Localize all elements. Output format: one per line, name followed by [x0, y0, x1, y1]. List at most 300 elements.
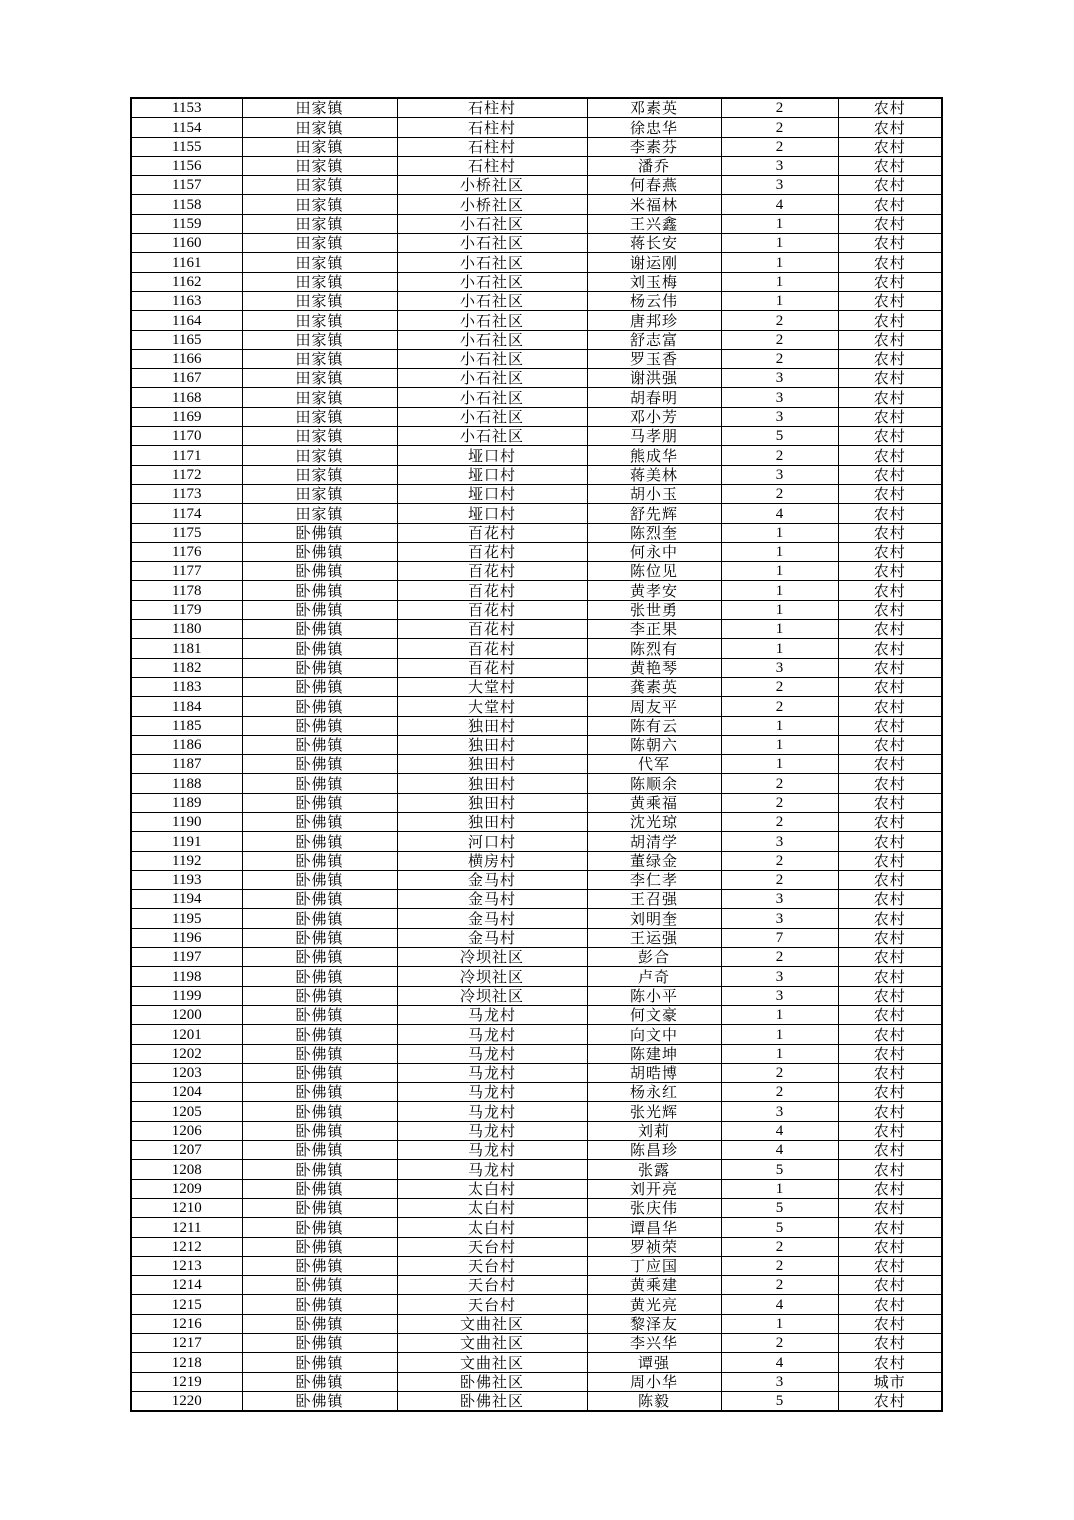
town-cell: 卧佛镇 — [242, 1083, 397, 1102]
household-size-cell: 2 — [721, 1237, 838, 1256]
serial-number-cell: 1192 — [131, 851, 242, 870]
village-cell: 小石社区 — [397, 311, 587, 330]
town-cell: 卧佛镇 — [242, 1314, 397, 1333]
village-cell: 太白村 — [397, 1179, 587, 1198]
table-row — [131, 504, 942, 523]
town-cell: 田家镇 — [242, 446, 397, 465]
serial-number-cell: 1182 — [131, 658, 242, 677]
table-row — [131, 639, 942, 658]
area-type-cell: 农村 — [838, 311, 942, 330]
area-type-cell: 农村 — [838, 755, 942, 774]
household-size-cell: 1 — [721, 234, 838, 253]
household-size-cell: 2 — [721, 677, 838, 696]
town-cell: 卧佛镇 — [242, 1005, 397, 1024]
town-cell: 卧佛镇 — [242, 1353, 397, 1372]
household-size-cell: 2 — [721, 870, 838, 889]
household-size-cell: 7 — [721, 928, 838, 947]
village-cell: 小石社区 — [397, 234, 587, 253]
town-cell: 卧佛镇 — [242, 1198, 397, 1217]
area-type-cell: 农村 — [838, 542, 942, 561]
village-cell: 文曲社区 — [397, 1334, 587, 1353]
town-cell: 卧佛镇 — [242, 1391, 397, 1411]
town-cell: 卧佛镇 — [242, 697, 397, 716]
household-size-cell: 1 — [721, 1314, 838, 1333]
serial-number-cell: 1213 — [131, 1256, 242, 1275]
table-row — [131, 677, 942, 696]
village-cell: 金马村 — [397, 890, 587, 909]
person-name-cell: 黄艳琴 — [587, 658, 721, 677]
table-row — [131, 1005, 942, 1024]
area-type-cell: 农村 — [838, 1198, 942, 1217]
serial-number-cell: 1167 — [131, 369, 242, 388]
area-type-cell: 农村 — [838, 1025, 942, 1044]
village-cell: 小石社区 — [397, 253, 587, 272]
area-type-cell: 农村 — [838, 581, 942, 600]
serial-number-cell: 1210 — [131, 1198, 242, 1217]
serial-number-cell: 1156 — [131, 156, 242, 175]
serial-number-cell: 1199 — [131, 986, 242, 1005]
household-size-cell: 3 — [721, 407, 838, 426]
table-row — [131, 1160, 942, 1179]
table-row — [131, 523, 942, 542]
serial-number-cell: 1154 — [131, 118, 242, 137]
household-size-cell: 1 — [721, 735, 838, 754]
person-name-cell: 李仁孝 — [587, 870, 721, 889]
serial-number-cell: 1176 — [131, 542, 242, 561]
person-name-cell: 陈顺余 — [587, 774, 721, 793]
town-cell: 卧佛镇 — [242, 948, 397, 967]
household-size-cell: 3 — [721, 388, 838, 407]
area-type-cell: 农村 — [838, 1391, 942, 1411]
table-row — [131, 1237, 942, 1256]
household-size-cell: 5 — [721, 1198, 838, 1217]
village-cell: 天台村 — [397, 1237, 587, 1256]
household-size-cell: 1 — [721, 620, 838, 639]
area-type-cell: 农村 — [838, 98, 942, 118]
village-cell: 小石社区 — [397, 369, 587, 388]
serial-number-cell: 1218 — [131, 1353, 242, 1372]
town-cell: 卧佛镇 — [242, 1179, 397, 1198]
area-type-cell: 农村 — [838, 697, 942, 716]
village-cell: 百花村 — [397, 523, 587, 542]
village-cell: 小桥社区 — [397, 195, 587, 214]
person-name-cell: 卢奇 — [587, 967, 721, 986]
household-size-cell: 5 — [721, 1391, 838, 1411]
area-type-cell: 农村 — [838, 349, 942, 368]
household-size-cell: 2 — [721, 1063, 838, 1082]
person-name-cell: 黄乘福 — [587, 793, 721, 812]
household-size-cell: 1 — [721, 214, 838, 233]
village-cell: 小石社区 — [397, 330, 587, 349]
village-cell: 石柱村 — [397, 156, 587, 175]
table-row — [131, 484, 942, 503]
serial-number-cell: 1168 — [131, 388, 242, 407]
serial-number-cell: 1169 — [131, 407, 242, 426]
town-cell: 田家镇 — [242, 137, 397, 156]
person-name-cell: 杨云伟 — [587, 291, 721, 310]
household-size-cell: 2 — [721, 330, 838, 349]
area-type-cell: 农村 — [838, 427, 942, 446]
town-cell: 卧佛镇 — [242, 523, 397, 542]
household-size-cell: 5 — [721, 427, 838, 446]
area-type-cell: 农村 — [838, 1218, 942, 1237]
area-type-cell: 农村 — [838, 1121, 942, 1140]
household-size-cell: 3 — [721, 1372, 838, 1391]
serial-number-cell: 1165 — [131, 330, 242, 349]
town-cell: 卧佛镇 — [242, 1256, 397, 1275]
serial-number-cell: 1166 — [131, 349, 242, 368]
area-type-cell: 农村 — [838, 234, 942, 253]
household-size-cell: 1 — [721, 291, 838, 310]
household-size-cell: 3 — [721, 176, 838, 195]
household-size-cell: 2 — [721, 118, 838, 137]
table-row — [131, 427, 942, 446]
village-cell: 马龙村 — [397, 1160, 587, 1179]
serial-number-cell: 1214 — [131, 1276, 242, 1295]
village-cell: 文曲社区 — [397, 1353, 587, 1372]
person-name-cell: 李素芬 — [587, 137, 721, 156]
table-row — [131, 948, 942, 967]
table-row — [131, 388, 942, 407]
town-cell: 卧佛镇 — [242, 793, 397, 812]
person-name-cell: 陈昌珍 — [587, 1141, 721, 1160]
village-cell: 太白村 — [397, 1198, 587, 1217]
records-table-body — [131, 98, 942, 1411]
serial-number-cell: 1181 — [131, 639, 242, 658]
area-type-cell: 农村 — [838, 793, 942, 812]
village-cell: 冷坝社区 — [397, 967, 587, 986]
area-type-cell: 农村 — [838, 407, 942, 426]
area-type-cell: 农村 — [838, 639, 942, 658]
person-name-cell: 罗玉香 — [587, 349, 721, 368]
town-cell: 卧佛镇 — [242, 1276, 397, 1295]
household-size-cell: 3 — [721, 832, 838, 851]
table-row — [131, 735, 942, 754]
area-type-cell: 农村 — [838, 446, 942, 465]
village-cell: 金马村 — [397, 870, 587, 889]
village-cell: 垭口村 — [397, 465, 587, 484]
serial-number-cell: 1159 — [131, 214, 242, 233]
serial-number-cell: 1216 — [131, 1314, 242, 1333]
person-name-cell: 米福林 — [587, 195, 721, 214]
town-cell: 田家镇 — [242, 484, 397, 503]
village-cell: 百花村 — [397, 658, 587, 677]
household-size-cell: 1 — [721, 1025, 838, 1044]
household-size-cell: 1 — [721, 1179, 838, 1198]
person-name-cell: 陈毅 — [587, 1391, 721, 1411]
village-cell: 文曲社区 — [397, 1314, 587, 1333]
table-row — [131, 291, 942, 310]
town-cell: 卧佛镇 — [242, 870, 397, 889]
table-row — [131, 1121, 942, 1140]
records-table — [130, 97, 943, 1412]
serial-number-cell: 1202 — [131, 1044, 242, 1063]
town-cell: 田家镇 — [242, 291, 397, 310]
household-size-cell: 2 — [721, 446, 838, 465]
table-row — [131, 986, 942, 1005]
area-type-cell: 农村 — [838, 658, 942, 677]
area-type-cell: 农村 — [838, 1334, 942, 1353]
table-row — [131, 176, 942, 195]
area-type-cell: 农村 — [838, 1295, 942, 1314]
table-row — [131, 774, 942, 793]
area-type-cell: 农村 — [838, 484, 942, 503]
table-row — [131, 716, 942, 735]
person-name-cell: 黄光亮 — [587, 1295, 721, 1314]
serial-number-cell: 1196 — [131, 928, 242, 947]
household-size-cell: 2 — [721, 851, 838, 870]
serial-number-cell: 1158 — [131, 195, 242, 214]
table-row — [131, 928, 942, 947]
household-size-cell: 3 — [721, 909, 838, 928]
serial-number-cell: 1171 — [131, 446, 242, 465]
serial-number-cell: 1183 — [131, 677, 242, 696]
village-cell: 马龙村 — [397, 1005, 587, 1024]
area-type-cell: 农村 — [838, 504, 942, 523]
person-name-cell: 唐邦珍 — [587, 311, 721, 330]
serial-number-cell: 1170 — [131, 427, 242, 446]
person-name-cell: 马孝朋 — [587, 427, 721, 446]
area-type-cell: 农村 — [838, 253, 942, 272]
household-size-cell: 1 — [721, 581, 838, 600]
table-row — [131, 465, 942, 484]
serial-number-cell: 1177 — [131, 562, 242, 581]
table-row — [131, 890, 942, 909]
area-type-cell: 农村 — [838, 870, 942, 889]
area-type-cell: 农村 — [838, 272, 942, 291]
town-cell: 卧佛镇 — [242, 1025, 397, 1044]
village-cell: 独田村 — [397, 735, 587, 754]
area-type-cell: 农村 — [838, 812, 942, 831]
table-row — [131, 812, 942, 831]
town-cell: 卧佛镇 — [242, 1044, 397, 1063]
household-size-cell: 2 — [721, 1083, 838, 1102]
village-cell: 石柱村 — [397, 98, 587, 118]
town-cell: 卧佛镇 — [242, 716, 397, 735]
town-cell: 田家镇 — [242, 214, 397, 233]
table-row — [131, 1083, 942, 1102]
area-type-cell: 农村 — [838, 291, 942, 310]
household-size-cell: 2 — [721, 349, 838, 368]
village-cell: 垭口村 — [397, 484, 587, 503]
table-row — [131, 1025, 942, 1044]
household-size-cell: 1 — [721, 253, 838, 272]
town-cell: 卧佛镇 — [242, 890, 397, 909]
household-size-cell: 4 — [721, 504, 838, 523]
serial-number-cell: 1200 — [131, 1005, 242, 1024]
table-row — [131, 98, 942, 118]
area-type-cell: 农村 — [838, 214, 942, 233]
household-size-cell: 2 — [721, 948, 838, 967]
person-name-cell: 刘玉梅 — [587, 272, 721, 291]
town-cell: 卧佛镇 — [242, 1218, 397, 1237]
area-type-cell: 农村 — [838, 1044, 942, 1063]
table-row — [131, 1218, 942, 1237]
person-name-cell: 黄乘建 — [587, 1276, 721, 1295]
table-row — [131, 311, 942, 330]
town-cell: 田家镇 — [242, 369, 397, 388]
town-cell: 田家镇 — [242, 176, 397, 195]
area-type-cell: 农村 — [838, 1063, 942, 1082]
village-cell: 冷坝社区 — [397, 986, 587, 1005]
table-row — [131, 581, 942, 600]
village-cell: 垭口村 — [397, 446, 587, 465]
serial-number-cell: 1217 — [131, 1334, 242, 1353]
person-name-cell: 代军 — [587, 755, 721, 774]
area-type-cell: 农村 — [838, 1256, 942, 1275]
town-cell: 田家镇 — [242, 98, 397, 118]
area-type-cell: 农村 — [838, 967, 942, 986]
household-size-cell: 2 — [721, 697, 838, 716]
village-cell: 天台村 — [397, 1276, 587, 1295]
village-cell: 独田村 — [397, 812, 587, 831]
person-name-cell: 周小华 — [587, 1372, 721, 1391]
table-row — [131, 851, 942, 870]
person-name-cell: 周友平 — [587, 697, 721, 716]
town-cell: 卧佛镇 — [242, 658, 397, 677]
table-row — [131, 1334, 942, 1353]
town-cell: 卧佛镇 — [242, 581, 397, 600]
person-name-cell: 杨永红 — [587, 1083, 721, 1102]
serial-number-cell: 1187 — [131, 755, 242, 774]
town-cell: 田家镇 — [242, 349, 397, 368]
household-size-cell: 1 — [721, 1044, 838, 1063]
serial-number-cell: 1198 — [131, 967, 242, 986]
table-row — [131, 1276, 942, 1295]
table-row — [131, 1391, 942, 1411]
household-size-cell: 3 — [721, 156, 838, 175]
household-size-cell: 2 — [721, 812, 838, 831]
table-row — [131, 1372, 942, 1391]
village-cell: 马龙村 — [397, 1025, 587, 1044]
serial-number-cell: 1215 — [131, 1295, 242, 1314]
village-cell: 小石社区 — [397, 388, 587, 407]
table-row — [131, 542, 942, 561]
area-type-cell: 农村 — [838, 948, 942, 967]
town-cell: 卧佛镇 — [242, 1160, 397, 1179]
person-name-cell: 刘开亮 — [587, 1179, 721, 1198]
town-cell: 田家镇 — [242, 118, 397, 137]
town-cell: 卧佛镇 — [242, 677, 397, 696]
serial-number-cell: 1186 — [131, 735, 242, 754]
person-name-cell: 胡小玉 — [587, 484, 721, 503]
serial-number-cell: 1174 — [131, 504, 242, 523]
person-name-cell: 胡晧博 — [587, 1063, 721, 1082]
household-size-cell: 2 — [721, 774, 838, 793]
serial-number-cell: 1180 — [131, 620, 242, 639]
town-cell: 卧佛镇 — [242, 1334, 397, 1353]
table-row — [131, 253, 942, 272]
village-cell: 小石社区 — [397, 427, 587, 446]
person-name-cell: 黄孝安 — [587, 581, 721, 600]
area-type-cell: 农村 — [838, 1102, 942, 1121]
person-name-cell: 王运强 — [587, 928, 721, 947]
area-type-cell: 农村 — [838, 1179, 942, 1198]
serial-number-cell: 1193 — [131, 870, 242, 889]
household-size-cell: 2 — [721, 1334, 838, 1353]
person-name-cell: 陈小平 — [587, 986, 721, 1005]
serial-number-cell: 1194 — [131, 890, 242, 909]
person-name-cell: 龚素英 — [587, 677, 721, 696]
town-cell: 卧佛镇 — [242, 1063, 397, 1082]
area-type-cell: 农村 — [838, 1141, 942, 1160]
town-cell: 卧佛镇 — [242, 832, 397, 851]
person-name-cell: 徐忠华 — [587, 118, 721, 137]
serial-number-cell: 1173 — [131, 484, 242, 503]
village-cell: 石柱村 — [397, 137, 587, 156]
household-size-cell: 2 — [721, 1256, 838, 1275]
household-size-cell: 3 — [721, 1102, 838, 1121]
table-row — [131, 600, 942, 619]
area-type-cell: 农村 — [838, 195, 942, 214]
table-row — [131, 1256, 942, 1275]
town-cell: 卧佛镇 — [242, 851, 397, 870]
town-cell: 卧佛镇 — [242, 774, 397, 793]
town-cell: 卧佛镇 — [242, 600, 397, 619]
person-name-cell: 何永中 — [587, 542, 721, 561]
person-name-cell: 谢洪强 — [587, 369, 721, 388]
area-type-cell: 城市 — [838, 1372, 942, 1391]
town-cell: 田家镇 — [242, 330, 397, 349]
table-row — [131, 1295, 942, 1314]
person-name-cell: 何春燕 — [587, 176, 721, 195]
area-type-cell: 农村 — [838, 716, 942, 735]
town-cell: 田家镇 — [242, 465, 397, 484]
village-cell: 小桥社区 — [397, 176, 587, 195]
table-row — [131, 214, 942, 233]
town-cell: 卧佛镇 — [242, 735, 397, 754]
person-name-cell: 舒志富 — [587, 330, 721, 349]
village-cell: 百花村 — [397, 620, 587, 639]
town-cell: 卧佛镇 — [242, 909, 397, 928]
serial-number-cell: 1175 — [131, 523, 242, 542]
person-name-cell: 张露 — [587, 1160, 721, 1179]
village-cell: 小石社区 — [397, 214, 587, 233]
table-row — [131, 234, 942, 253]
village-cell: 金马村 — [397, 909, 587, 928]
area-type-cell: 农村 — [838, 1353, 942, 1372]
person-name-cell: 刘明奎 — [587, 909, 721, 928]
serial-number-cell: 1153 — [131, 98, 242, 118]
serial-number-cell: 1161 — [131, 253, 242, 272]
serial-number-cell: 1172 — [131, 465, 242, 484]
area-type-cell: 农村 — [838, 832, 942, 851]
town-cell: 卧佛镇 — [242, 542, 397, 561]
village-cell: 卧佛社区 — [397, 1372, 587, 1391]
serial-number-cell: 1197 — [131, 948, 242, 967]
serial-number-cell: 1185 — [131, 716, 242, 735]
person-name-cell: 谭昌华 — [587, 1218, 721, 1237]
area-type-cell: 农村 — [838, 735, 942, 754]
household-size-cell: 3 — [721, 890, 838, 909]
area-type-cell: 农村 — [838, 330, 942, 349]
area-type-cell: 农村 — [838, 600, 942, 619]
serial-number-cell: 1201 — [131, 1025, 242, 1044]
village-cell: 马龙村 — [397, 1063, 587, 1082]
household-size-cell: 2 — [721, 137, 838, 156]
person-name-cell: 潘乔 — [587, 156, 721, 175]
person-name-cell: 胡春明 — [587, 388, 721, 407]
area-type-cell: 农村 — [838, 677, 942, 696]
village-cell: 卧佛社区 — [397, 1391, 587, 1411]
table-row — [131, 118, 942, 137]
village-cell: 独田村 — [397, 755, 587, 774]
town-cell: 卧佛镇 — [242, 755, 397, 774]
serial-number-cell: 1219 — [131, 1372, 242, 1391]
table-row — [131, 195, 942, 214]
table-row — [131, 1179, 942, 1198]
person-name-cell: 邓小芳 — [587, 407, 721, 426]
